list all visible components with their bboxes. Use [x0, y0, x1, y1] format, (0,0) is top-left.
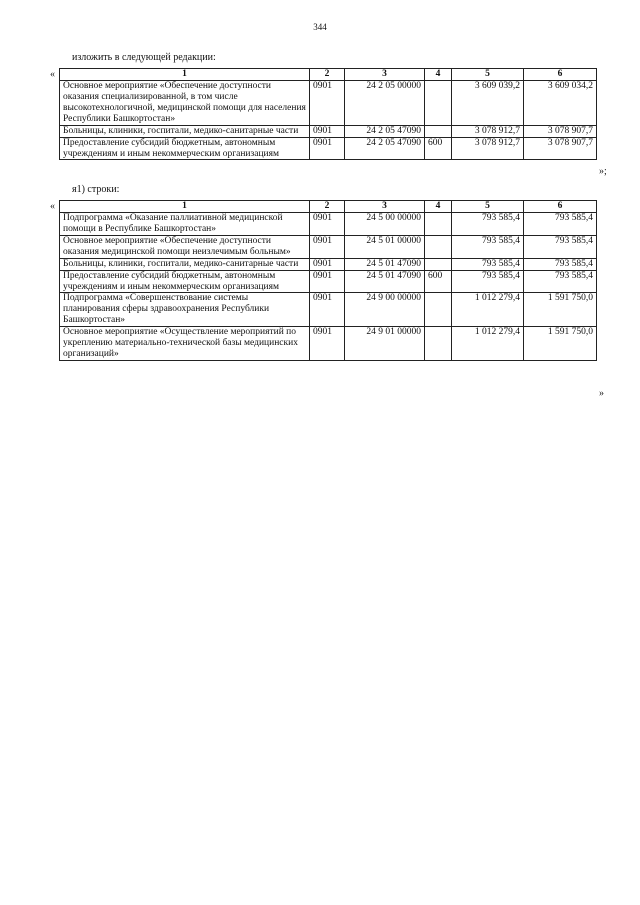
row-section-cell: 0901	[310, 327, 345, 361]
row-amount-2-cell: 793 585,4	[524, 213, 597, 236]
row-code-cell: 24 5 01 47090	[345, 270, 425, 293]
row-name-cell: Больницы, клиники, госпитали, медико-санитарные части	[60, 258, 310, 270]
row-amount-1-cell: 793 585,4	[452, 258, 524, 270]
col-header: 6	[524, 201, 597, 213]
table-row	[60, 235, 597, 258]
col-header: 6	[524, 69, 597, 81]
row-name-cell: Больницы, клиники, госпитали, медико-санитарные части	[60, 125, 310, 137]
row-code-cell: 24 2 05 00000	[345, 81, 425, 126]
section2-label: я1) строки:	[72, 184, 120, 195]
row-name-cell: Предоставление субсидий бюджетным, автономным учреждениям и иным некоммерческим организациям	[60, 137, 310, 160]
row-amount-2-cell: 1 591 750,0	[524, 327, 597, 361]
col-header: 5	[452, 69, 524, 81]
row-amount-1-cell: 793 585,4	[452, 213, 524, 236]
row-code-cell: 24 2 05 47090	[345, 137, 425, 160]
page-number: 344	[313, 22, 327, 32]
row-section-cell: 0901	[310, 125, 345, 137]
col-header: 1	[60, 201, 310, 213]
table-2-header-row	[60, 201, 597, 213]
table-row	[60, 270, 597, 293]
col-header: 2	[310, 69, 345, 81]
intro-text: изложить в следующей редакции:	[72, 52, 216, 63]
row-type-cell	[425, 125, 452, 137]
row-type-cell: 600	[425, 137, 452, 160]
row-section-cell: 0901	[310, 235, 345, 258]
row-section-cell: 0901	[310, 213, 345, 236]
row-amount-1-cell: 3 078 912,7	[452, 125, 524, 137]
col-header: 3	[345, 69, 425, 81]
row-type-cell	[425, 327, 452, 361]
row-amount-1-cell: 1 012 279,4	[452, 293, 524, 327]
close-quote-1: »;	[599, 166, 607, 177]
row-section-cell: 0901	[310, 293, 345, 327]
row-name-cell: Основное мероприятие «Обеспечение доступности оказания специализированной, в том числе высокотехнологичной, медицинской помощи для населения Республики Башкортостан»	[60, 81, 310, 126]
table-2	[59, 200, 597, 361]
row-type-cell	[425, 258, 452, 270]
row-code-cell: 24 5 01 00000	[345, 235, 425, 258]
row-section-cell: 0901	[310, 258, 345, 270]
row-amount-1-cell: 1 012 279,4	[452, 327, 524, 361]
row-code-cell: 24 2 05 47090	[345, 125, 425, 137]
row-code-cell: 24 9 01 00000	[345, 327, 425, 361]
col-header: 2	[310, 201, 345, 213]
col-header: 4	[425, 201, 452, 213]
row-code-cell: 24 5 01 47090	[345, 258, 425, 270]
row-section-cell: 0901	[310, 81, 345, 126]
open-quote-1: «	[50, 69, 55, 80]
row-amount-1-cell: 3 078 912,7	[452, 137, 524, 160]
row-name-cell: Основное мероприятие «Обеспечение доступности оказания медицинской помощи неизлечимым больным»	[60, 235, 310, 258]
table-row	[60, 293, 597, 327]
row-type-cell	[425, 293, 452, 327]
table-1	[59, 68, 597, 160]
table-row	[60, 137, 597, 160]
row-amount-2-cell: 3 609 034,2	[524, 81, 597, 126]
row-type-cell	[425, 235, 452, 258]
row-type-cell: 600	[425, 270, 452, 293]
row-section-cell: 0901	[310, 270, 345, 293]
table-row	[60, 258, 597, 270]
close-quote-2: »	[599, 388, 604, 399]
col-header: 1	[60, 69, 310, 81]
col-header: 4	[425, 69, 452, 81]
table-row	[60, 213, 597, 236]
row-amount-2-cell: 793 585,4	[524, 258, 597, 270]
row-amount-1-cell: 793 585,4	[452, 235, 524, 258]
row-type-cell	[425, 81, 452, 126]
open-quote-2: «	[50, 201, 55, 212]
col-header: 5	[452, 201, 524, 213]
row-section-cell: 0901	[310, 137, 345, 160]
row-type-cell	[425, 213, 452, 236]
row-name-cell: Подпрограмма «Оказание паллиативной медицинской помощи в Республике Башкортостан»	[60, 213, 310, 236]
row-amount-2-cell: 793 585,4	[524, 270, 597, 293]
table-row	[60, 327, 597, 361]
row-amount-2-cell: 3 078 907,7	[524, 137, 597, 160]
row-name-cell: Основное мероприятие «Осуществление мероприятий по укреплению материально-технической базы медицинских организаций»	[60, 327, 310, 361]
row-amount-1-cell: 793 585,4	[452, 270, 524, 293]
table-row	[60, 125, 597, 137]
row-code-cell: 24 5 00 00000	[345, 213, 425, 236]
row-code-cell: 24 9 00 00000	[345, 293, 425, 327]
col-header: 3	[345, 201, 425, 213]
row-name-cell: Подпрограмма «Совершенствование системы планирования сферы здравоохранения Республики Башкортостан»	[60, 293, 310, 327]
row-amount-2-cell: 3 078 907,7	[524, 125, 597, 137]
row-name-cell: Предоставление субсидий бюджетным, автономным учреждениям и иным некоммерческим организациям	[60, 270, 310, 293]
row-amount-2-cell: 1 591 750,0	[524, 293, 597, 327]
row-amount-2-cell: 793 585,4	[524, 235, 597, 258]
table-1-header-row	[60, 69, 597, 81]
row-amount-1-cell: 3 609 039,2	[452, 81, 524, 126]
table-row	[60, 81, 597, 126]
